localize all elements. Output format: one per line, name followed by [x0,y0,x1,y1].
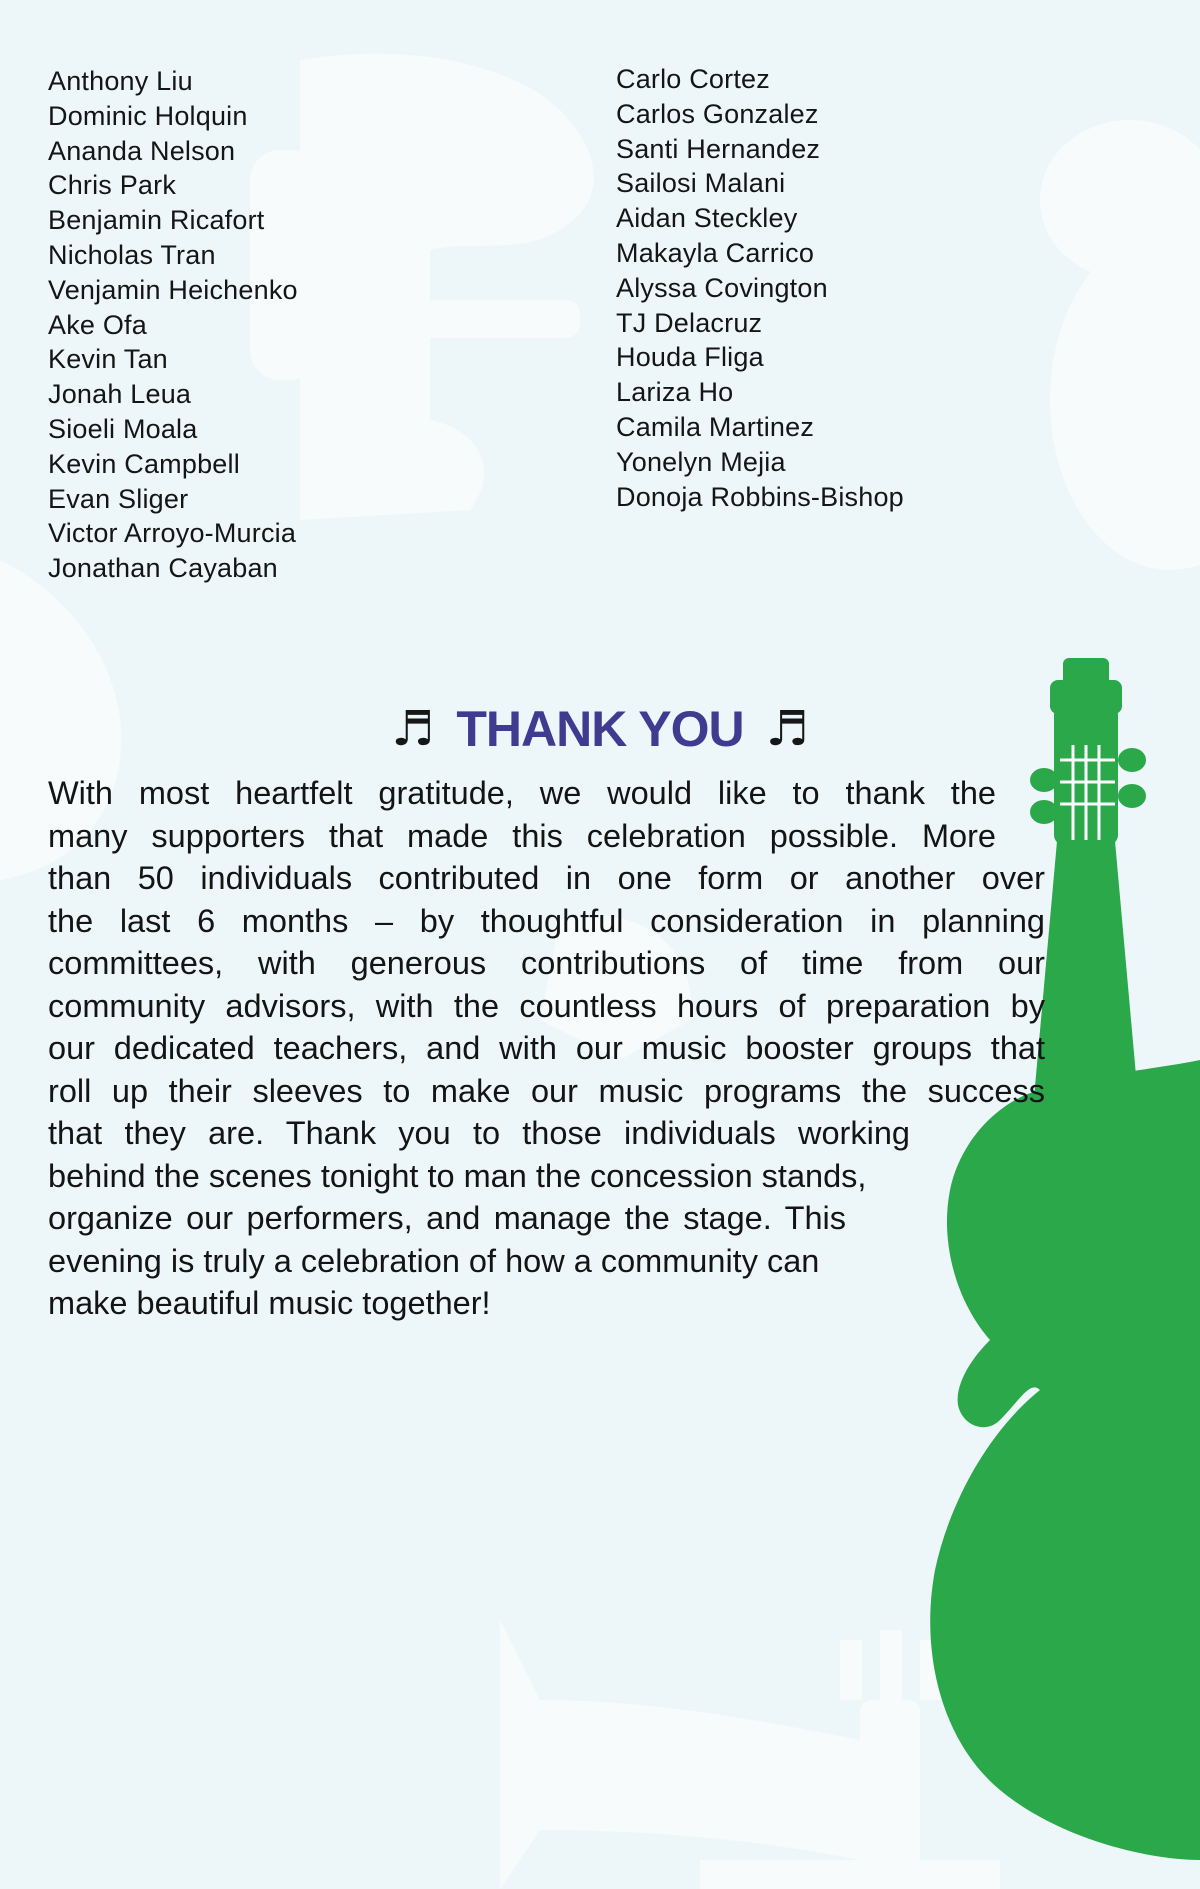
list-item: Lariza Ho [616,377,734,408]
names-column-left [48,64,518,586]
music-note-icon: ♬ [391,701,435,757]
thank-you-heading [370,694,830,764]
list-item: Sioeli Moala [48,413,198,444]
list-item: Jonah Leua [48,379,192,410]
paragraph-line: roll up their sleeves to make our music programs the success [48,1072,1045,1109]
paragraph-line: many supporters that made this celebration possible. More [48,817,996,854]
list-item: Kevin Tan [48,344,168,375]
list-item: Jonathan Cayaban [48,553,278,584]
names-column-right [616,62,1036,514]
list-item: Ake Ofa [48,309,147,340]
paragraph-line: the last 6 months – by thoughtful consideration in planning [48,902,1045,939]
list-item: Nicholas Tran [48,239,216,270]
list-item: Carlo Cortez [616,64,770,94]
paragraph-line: our dedicated teachers, and with our music booster groups that [48,1030,1045,1066]
paragraph-line: organize our performers, and manage the stage. This [48,1200,846,1236]
thank-you-paragraph [48,772,1048,1325]
list-item: Kevin Campbell [48,448,240,479]
paragraph-line: With most heartfelt gratitude, we would like to thank the [48,775,996,811]
music-note-icon: ♬ [765,701,809,757]
list-item: Houda Fliga [616,342,764,373]
paragraph-line: behind the scenes tonight to man the concession stands, [48,1157,867,1194]
list-item: Camila Martinez [616,411,815,442]
list-item: Alyssa Covington [616,272,828,303]
paragraph-line: that they are. Thank you to those individuals working [48,1115,910,1151]
paragraph-line: than 50 individuals contributed in one form or another over [48,860,1045,896]
list-item: Santi Hernandez [616,133,821,164]
paragraph-line: make beautiful music together! [48,1285,491,1321]
list-item: Anthony Liu [48,66,193,96]
list-item: Donoja Robbins-Bishop [616,481,904,512]
list-item: Victor Arroyo-Murcia [48,518,297,549]
list-item: Evan Sliger [48,483,189,514]
paragraph-line: community advisors, with the countless hours of preparation by [48,987,1045,1024]
list-item: Ananda Nelson [48,135,236,166]
list-item: Yonelyn Mejia [616,446,786,477]
list-item: TJ Delacruz [616,307,763,338]
list-item: Makayla Carrico [616,237,815,268]
list-item: Carlos Gonzalez [616,98,819,129]
list-item: Benjamin Ricafort [48,205,265,236]
list-item: Dominic Holquin [48,100,248,131]
list-item: Chris Park [48,170,177,201]
paragraph-line: committees, with generous contributions of time from our [48,945,1045,981]
paragraph-line: evening is truly a celebration of how a community can [48,1242,820,1279]
list-item: Venjamin Heichenko [48,274,298,305]
list-item: Aidan Steckley [616,203,798,234]
page-title: THANK YOU [456,701,744,757]
list-item: Sailosi Malani [616,168,786,199]
